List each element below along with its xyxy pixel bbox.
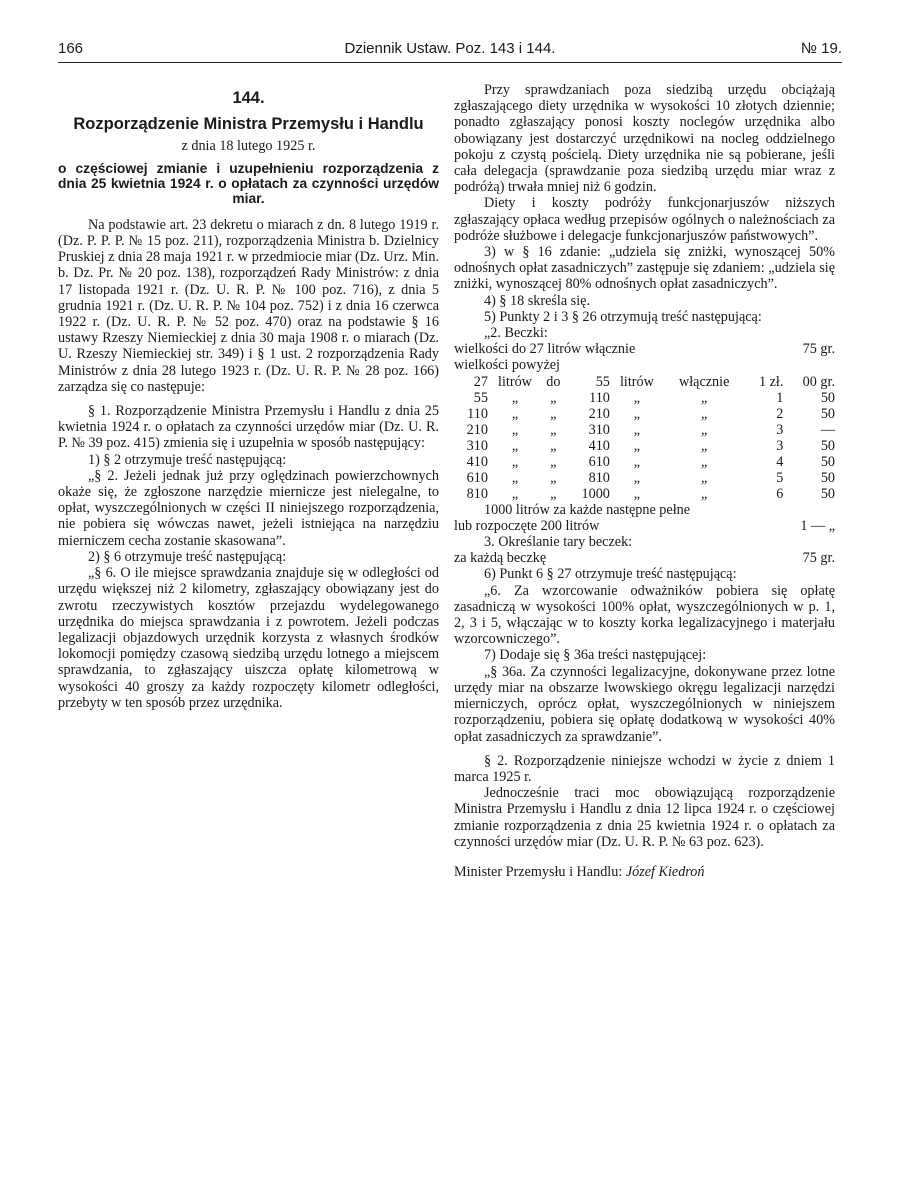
section-2: § 2. Rozporządzenie niniejsze wchodzi w życie z dniem 1 marca 1925 r. bbox=[454, 752, 835, 785]
section-1: § 1. Rozporządzenie Ministra Przemysłu i Handlu z dnia 25 kwietnia 1924 r. o opłatach za czynności urzędów miar (Dz. U. R. P. № 39 poz. 415) zmienia się i uzupełnia w sposób następujący: bbox=[58, 403, 439, 452]
point-7-text: „§ 36a. Za czynności legalizacyjne, dokonywane przez lotne urzędy miar na obszarze lwowskiego okręgu legalizacji narzędzi mierniczych, oprócz opłat, wyszczególnionych w niniejszem rozporządzeniu, pobiera się opłatę dodatkową w wysokości 40% opłat zasadniczych za sprawdzanie”. bbox=[454, 663, 835, 745]
rate-from: 210 bbox=[466, 421, 488, 438]
point-5-heading: 5) Punkty 2 i 3 § 26 otrzymują treść następującą: bbox=[484, 308, 762, 325]
rate-unit-litrow-2: „ bbox=[633, 405, 641, 422]
rate-unit-do: „ bbox=[550, 485, 557, 502]
rate-row bbox=[454, 406, 835, 422]
rate-zl: 5 bbox=[776, 469, 784, 486]
rate-row-1000-label: lub rozpoczęte 200 litrów bbox=[454, 517, 600, 534]
point-2-heading: 2) § 6 otrzymuje treść następującą: bbox=[88, 548, 287, 565]
rate-to: 210 bbox=[588, 405, 610, 422]
rate-unit-litrow: „ bbox=[511, 405, 519, 422]
section-2-repeal: Jednocześnie traci moc obowiązującą rozporządzenie Ministra Przemysłu i Handlu z dnia 12 lipca 1924 r. o częściowej zmianie rozporządzenia z dnia 25 kwietnia 1924 r. o opłatach za czynności urzędów miar (Dz. U. R. P. № 63 poz. 623). bbox=[454, 785, 835, 850]
point-6-text: „6. Za wzorcowanie odważników pobiera się opłatę zasadniczą w wysokości 100% opłat, wyszczególnionych w p. 1, 2, 3 i 5, włączając w to koszty korka legalizacyjnego i materjału wzorcowniczego”. bbox=[454, 582, 835, 648]
rate-gr: 50 bbox=[820, 389, 835, 406]
rate-row-first-label: wielkości do 27 litrów włącznie bbox=[454, 341, 636, 358]
journal-title: Dziennik Ustaw. Poz. 143 i 144. bbox=[344, 40, 556, 57]
tare-heading: 3. Określanie tary beczek: bbox=[484, 534, 633, 551]
rate-from: 27 bbox=[473, 373, 488, 390]
rate-zl: 6 bbox=[776, 485, 784, 502]
rate-row bbox=[454, 470, 835, 486]
regulation-date: z dnia 18 lutego 1925 r. bbox=[181, 138, 316, 155]
rate-unit-do: „ bbox=[550, 421, 557, 438]
point-3: 3) w § 16 zdanie: „udziela się zniżki, wynoszącej 50% odnośnych opłat zasadniczych” zastępuje się zdaniem: „udziela się zniżki, wynoszącej 80% odnośnych opłat zasadniczych”. bbox=[454, 244, 835, 293]
rate-to: 410 bbox=[588, 437, 610, 454]
rate-unit-litrow-2: „ bbox=[633, 485, 641, 502]
rate-gr: 50 bbox=[820, 485, 835, 502]
rate-unit-litrow-2: „ bbox=[633, 437, 641, 454]
rate-unit-litrow: „ bbox=[511, 485, 519, 502]
rate-unit-litrow: „ bbox=[511, 437, 519, 454]
rate-gr: 50 bbox=[820, 405, 835, 422]
rate-unit-wlacznie: „ bbox=[701, 453, 708, 470]
intro-paragraph: Na podstawie art. 23 dekretu o miarach z dn. 8 lutego 1919 r. (Dz. P. P. P. № 15 poz. 211), rozporządzenia Ministra b. Dzielnicy Pruskiej z dnia 28 maja 1921 r. w przedmiocie miar (Dz. Urz. Min. b. Dz. Pr. № 20 poz. 138), rozporządzeń Rady Ministrów: z dnia 17 listopada 1921 r. (Dz. U. R. P. № 100 poz. 716), z dnia 5 grudnia 1921 r. (Dz. U. R. P. № 104 poz. 752) i z dnia 16 czerwca 1922 r. (Dz. U. R. P. № 52 poz. 470) oraz na podstawie § 16 ustawy Rzeszy Niemieckiej z dnia 30 maja 1908 r. o miarach (Dz. U. Rzeszy Niemieckiej str. 349) i § 1 ust. 2 rozporządzenia Rady Ministrów z dnia 28 lutego 1923 r. (Dz. U. R. P. № 28 poz. 166) zarządza się co następuje: bbox=[58, 216, 439, 395]
rate-unit-wlacznie: „ bbox=[701, 469, 708, 486]
rate-to: 55 bbox=[595, 373, 610, 390]
left-column bbox=[58, 82, 439, 711]
rate-to: 610 bbox=[588, 453, 610, 470]
rate-row-1000 bbox=[454, 518, 835, 534]
point-6-heading: 6) Punkt 6 § 27 otrzymuje treść następującą: bbox=[484, 566, 737, 583]
point-7-heading: 7) Dodaje się § 36a treści następującej: bbox=[484, 647, 707, 664]
rate-row bbox=[454, 438, 835, 454]
rate-zl: 1 bbox=[776, 389, 784, 406]
rate-row bbox=[454, 422, 835, 438]
rate-row-first-value: 75 gr. bbox=[802, 341, 835, 358]
right-column bbox=[454, 82, 835, 880]
rate-row bbox=[454, 390, 835, 406]
regulation-title: Rozporządzenie Ministra Przemysłu i Handlu bbox=[73, 115, 424, 134]
rates-table bbox=[454, 374, 835, 502]
rate-unit-litrow-2: „ bbox=[633, 453, 641, 470]
diet-paragraph: Diety i koszty podróży funkcjonarjuszów niższych zgłaszający opłaca według przepisów ogólnych o należnościach za podróże służbowe i delegacje funkcjonarjuszów państwowych”. bbox=[454, 195, 835, 244]
rate-unit-litrow: „ bbox=[511, 421, 519, 438]
page-number: 166 bbox=[58, 40, 84, 57]
issue-number: № 19. bbox=[800, 40, 842, 57]
rate-gr: — bbox=[820, 421, 835, 438]
tare-label: za każdą beczkę bbox=[454, 550, 547, 567]
regulation-subject: o częściowej zmianie i uzupełnieniu rozporządzenia z dnia 25 kwietnia 1924 r. o opłatach za czynności urzędów miar. bbox=[58, 160, 439, 207]
signature bbox=[454, 864, 835, 880]
rate-unit-litrow-2: „ bbox=[633, 389, 641, 406]
rate-unit-wlacznie: „ bbox=[701, 485, 708, 502]
rate-unit-wlacznie: „ bbox=[701, 389, 708, 406]
rate-gr: 50 bbox=[820, 453, 835, 470]
rate-from: 110 bbox=[467, 405, 488, 422]
rate-to: 110 bbox=[589, 389, 610, 406]
rate-unit-do: „ bbox=[550, 389, 557, 406]
rate-unit-do: „ bbox=[550, 405, 557, 422]
point-2-text: „§ 6. O ile miejsce sprawdzania znajduje się w odległości od urzędu większej niż 2 kilometry, zgłaszający obowiązany jest do zwrotu rzeczywistych kosztów przejazdu wydelegowanego urzędnika do miejsca sprawdzania i z powrotem. Jeżeli podczas legalizacji objazdowych urzędnik korzysta z własnych środków lokomocji pomiędzy czasową siedzibą urzędu lotnego a miejscem sprawdzania, to zgłaszający uiszcza opłatę kilometrową w wysokości 40 groszy za każdy rozpoczęty kilometr odległości, przebyty w ten sposób przez urzędnika. bbox=[58, 565, 439, 711]
rate-from: 810 bbox=[466, 485, 488, 502]
rate-to: 810 bbox=[588, 469, 610, 486]
rate-row bbox=[454, 454, 835, 470]
rate-zl: 1 zł. bbox=[758, 373, 784, 390]
tare-row bbox=[454, 550, 835, 566]
rate-unit-do: „ bbox=[550, 469, 557, 486]
rate-unit-litrow-2: litrów bbox=[619, 373, 654, 390]
rate-unit-litrow: „ bbox=[511, 453, 519, 470]
point-1-text: „§ 2. Jeżeli jednak już przy oględzinach powierzchownych okaże się, że zgłoszone narzędzie miernicze jest nielegalne, to opłat, wyszczególnionych w części II niniejszego rozporządzenia, nie pobiera się wówczas nawet, jeżeli istniejąca na narzędziu mierniczem cecha zostanie skasowana”. bbox=[58, 467, 439, 549]
rate-from: 410 bbox=[466, 453, 488, 470]
barrels-heading: „2. Beczki: bbox=[484, 325, 548, 342]
signature-name: Józef Kiedroń bbox=[625, 863, 705, 880]
rate-from: 310 bbox=[466, 437, 488, 454]
rate-gr: 50 bbox=[820, 437, 835, 454]
rate-gr: 00 gr. bbox=[802, 373, 835, 390]
rate-from: 610 bbox=[466, 469, 488, 486]
tare-value: 75 gr. bbox=[802, 550, 835, 567]
rate-to: 1000 bbox=[581, 485, 610, 502]
rate-zl: 3 bbox=[776, 437, 784, 454]
rate-zl: 4 bbox=[776, 453, 784, 470]
travel-costs-paragraph: Przy sprawdzaniach poza siedzibą urzędu obciążają zgłaszającego diety urzędnika w wysokości 10 złotych dziennie; ponadto zgłaszający ponosi koszty noclegów urzędnika albo obowiązany jest dostarczyć urzędnikowi na nocleg oddzielnego pokoju z czystą pościelą. Diety urzędnika nie są pobierane, jeśli cała delegacja (sprawdzanie poza siedzibą urzędu miar wraz z podróżą) trwała mniej niż 6 godzin. bbox=[454, 82, 835, 196]
rate-row bbox=[454, 486, 835, 502]
rate-unit-wlacznie: „ bbox=[701, 405, 708, 422]
rate-unit-do: „ bbox=[550, 453, 557, 470]
rate-zl: 2 bbox=[776, 405, 784, 422]
rate-row-1000-value: 1 — „ bbox=[800, 517, 835, 534]
rate-unit-litrow: „ bbox=[511, 469, 519, 486]
page-header bbox=[58, 38, 842, 63]
rate-row-first bbox=[454, 341, 835, 357]
rate-unit-litrow: litrów bbox=[498, 373, 532, 390]
rate-unit-do: do bbox=[546, 373, 561, 390]
rate-zl: 3 bbox=[776, 421, 784, 438]
rate-unit-litrow-2: „ bbox=[633, 421, 641, 438]
point-4: 4) § 18 skreśla się. bbox=[484, 292, 590, 309]
rate-row-1000-a: 1000 litrów za każde następne pełne bbox=[484, 501, 691, 518]
rate-from: 55 bbox=[473, 389, 488, 406]
point-1-heading: 1) § 2 otrzymuje treść następującą: bbox=[88, 451, 287, 468]
rate-unit-wlacznie: „ bbox=[701, 437, 708, 454]
rate-row-above: wielkości powyżej bbox=[454, 357, 560, 374]
rate-row bbox=[454, 374, 835, 390]
item-number: 144. bbox=[232, 89, 265, 107]
rate-unit-wlacznie: włącznie bbox=[678, 373, 730, 390]
rate-unit-litrow-2: „ bbox=[633, 469, 641, 486]
rate-unit-wlacznie: „ bbox=[701, 421, 708, 438]
rate-unit-do: „ bbox=[550, 437, 557, 454]
rate-unit-litrow: „ bbox=[511, 389, 519, 406]
signature-label: Minister Przemysłu i Handlu: bbox=[454, 863, 623, 880]
rate-gr: 50 bbox=[820, 469, 835, 486]
rate-to: 310 bbox=[588, 421, 610, 438]
